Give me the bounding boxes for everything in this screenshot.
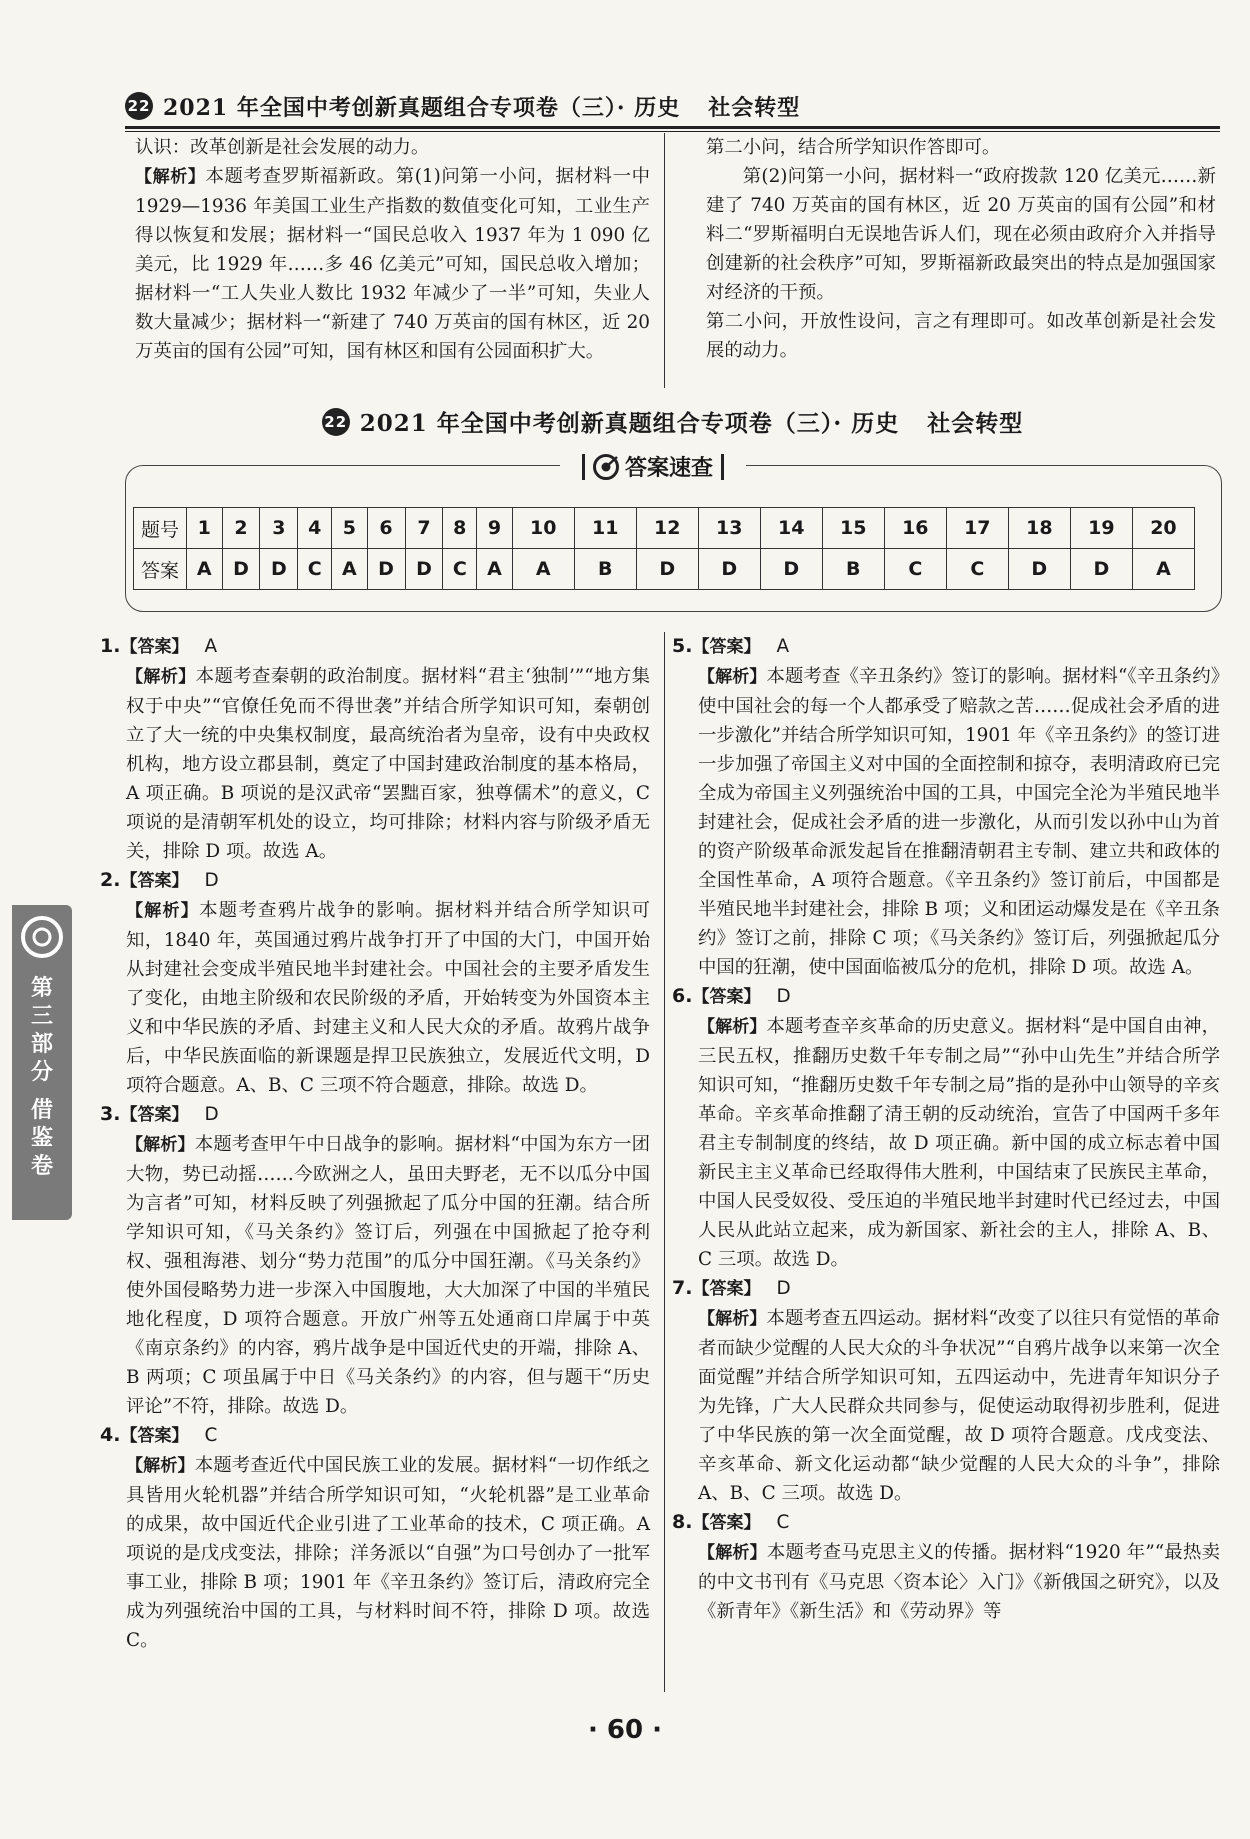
answer-cell: A	[1132, 549, 1194, 590]
question-number: 1.	[100, 635, 121, 657]
section-title-text: 2021 年全国中考创新真题组合专项卷（三）· 历史	[359, 410, 900, 437]
answer-cell: D	[760, 549, 822, 590]
answer-value: A	[204, 636, 218, 657]
paragraph: 第二小问，结合所学知识作答即可。	[706, 137, 1001, 158]
analysis-text: 本题考查辛亥革命的历史意义。据材料“是中国自由神，三民五权，推翻历史数千年专制之局”“孙中山先生”并结合所学知识可知，“推翻历史数千年专制之局”指的是孙中山领导的辛亥革命。辛亥革命推翻了清王朝的反动统治，宣告了中国两千多年君主专制制度的终结，故 D 项正确。新中国的成立标志着中国新民主主义革命已经取得伟大胜利，中国结束了民族民主革命，中国人民受奴役、受压迫的半殖民地半封建时代已经过去，中国人民从此站立起来，成为新国家、新社会的主人，排除 A、B、C 三项。故选 D。	[698, 1016, 1221, 1270]
analysis-text: 本题考查罗斯福新政。第(1)问第一小问，据材料一中 1929—1936 年美国工业生产指数的数值变化可知，工业生产得以恢复和发展；据材料一“国民总收入 1937 年为 1 090 亿美元，比 1929 年……多 46 亿美元”可知，国民总收入增加；据材料一“工人失业人数比 1932 年减少了一半”可知，失业人数大量减少；据材料一“新建了 740 万英亩的国有林区，近 20 万英亩的国有公园”可知，国有林区和国有公园面积扩大。	[135, 166, 650, 362]
question-number-cell: 15	[822, 508, 884, 549]
target-icon	[593, 454, 619, 480]
question-number-cell: 3	[260, 508, 298, 549]
answer-cell: A	[187, 549, 223, 590]
question-block	[672, 982, 1220, 1274]
answer-cell: B	[822, 549, 884, 590]
answer-label: 【答案】	[692, 1513, 761, 1533]
analysis-text: 本题考查五四运动。据材料“改变了以往只有觉悟的革命者而缺少觉醒的人民大众的斗争状况”“自鸦片战争以来第一次全面觉醒”并结合所学知识可知，五四运动中，先进青年知识分子为先锋，广大人民群众共同参与，促使运动取得初步胜利，促进了中华民族的第一次全面觉醒，故 D 项符合题意。戊戌变法、辛亥革命、新文化运动都“缺少觉醒的人民大众的斗争”，排除 A、B、C 三项。故选 D。	[698, 1308, 1221, 1504]
answer-cell: D	[260, 549, 298, 590]
header-topic: 社会转型	[708, 94, 801, 121]
header-rule	[125, 126, 1220, 129]
analysis-label: 【解析】	[135, 167, 206, 187]
analysis-text: 本题考查鸦片战争的影响。据材料并结合所学知识可知，1840 年，英国通过鸦片战争打开了中国的大门，中国开始从封建社会变成半殖民地半封建社会。中国社会的主要矛盾发生了变化，由地主阶级和农民阶级的矛盾，开始转变为外国资本主义和中华民族的矛盾、封建主义和人民大众的矛盾。故鸦片战争后，中华民族面临的新课题是捍卫民族独立，发展近代文明，D 项符合题意。A、B、C 三项不符合题意，排除。故选 D。	[126, 900, 650, 1096]
paper-number-badge: 22	[322, 408, 350, 436]
analysis-label: 【解析】	[126, 667, 196, 687]
question-number-cell: 8	[443, 508, 477, 549]
question-block	[100, 632, 650, 866]
analysis-text: 本题考查近代中国民族工业的发展。据材料“一切作纸之具皆用火轮机器”并结合所学知识可知，“火轮机器”是工业革命的成果，故中国近代企业引进了工业革命的技术，C 项正确。A 项说的是戊戌变法，排除；洋务派以“自强”为口号创办了一批军事工业，排除 B 项；1901 年《辛丑条约》签订后，清政府完全成为列强统治中国的工具，与材料时间不符，排除 D 项。故选 C。	[126, 1455, 651, 1651]
answer-cell: C	[443, 549, 477, 590]
question-number-cell: 19	[1070, 508, 1132, 549]
answer-cell: D	[636, 549, 698, 590]
analysis-text: 本题考查秦朝的政治制度。据材料“君主‘独制’”“地方集权于中央”“官僚任免而不得世袭”并结合所学知识可知，秦朝创立了大一统的中央集权制度，最高统治者为皇帝，设有中央政权机构，地方设立郡县制，奠定了中国封建政治制度的基本格局，A 项正确。B 项说的是汉武帝“罢黜百家，独尊儒术”的意义，C 项说的是清朝军机处的设立，均可排除；材料内容与阶级矛盾无关，排除 D 项。故选 A。	[126, 666, 651, 862]
question-number-row	[134, 508, 1195, 549]
analysis-text: 本题考查《辛丑条约》签订的影响。据材料“《辛丑条约》使中国社会的每一个人都承受了赔款之苦……促成社会矛盾的进一步激化”并结合所学知识可知，1901 年《辛丑条约》的签订进一步加强了帝国主义对中国的全面控制和掠夺，表明清政府已完全成为帝国主义列强统治中国的工具，中国完全沦为半殖民地半封建社会，促成社会矛盾的进一步激化，从而引发以孙中山为首的资产阶级革命派发起旨在推翻清朝君主专制、建立共和政体的全国性革命，A 项符合题意。《辛丑条约》签订前后，中国都是半殖民地半封建社会，排除 B 项；义和团运动爆发是在《辛丑条约》签订之前，排除 C 项；《马关条约》签订后，列强掀起瓜分中国的狂潮，使中国面临被瓜分的危机，排除 D 项。故选 A。	[698, 666, 1220, 978]
question-block	[100, 866, 650, 1100]
left-column	[100, 632, 650, 1655]
header-rule-thin	[125, 131, 1220, 132]
quick-answer-title	[560, 451, 746, 482]
question-number-cell: 9	[477, 508, 513, 549]
answer-cell: A	[512, 549, 574, 590]
answer-label: 【答案】	[692, 987, 761, 1007]
quick-answer-title-text: 答案速查	[625, 456, 714, 481]
main-column-divider	[664, 632, 665, 1692]
answer-cell: D	[367, 549, 405, 590]
answer-cell: D	[222, 549, 260, 590]
answer-label: 【答案】	[120, 871, 189, 891]
question-number-cell: 4	[298, 508, 332, 549]
recognition-text: 认识：改革创新是社会发展的动力。	[135, 137, 430, 158]
analysis-label: 【解析】	[126, 1135, 195, 1155]
answer-label: 【答案】	[692, 1279, 761, 1299]
answer-label: 【答案】	[120, 637, 189, 657]
question-number-cell: 10	[512, 508, 574, 549]
question-block	[100, 1100, 650, 1421]
answer-cell: D	[698, 549, 760, 590]
section-topic: 社会转型	[927, 410, 1024, 437]
answer-row	[134, 549, 1195, 590]
answer-cell: D	[1008, 549, 1070, 590]
analysis-label: 【解析】	[698, 1017, 767, 1037]
analysis-label: 【解析】	[698, 667, 767, 687]
answer-cell: A	[332, 549, 368, 590]
paragraph: 第二小问，开放性设问，言之有理即可。如改革创新是社会发展的动力。	[706, 311, 1216, 361]
question-block	[672, 1274, 1220, 1508]
question-number-cell: 18	[1008, 508, 1070, 549]
answer-cell: C	[298, 549, 332, 590]
sidebar-label: 第 三 部 分 借 鉴 卷	[30, 976, 53, 1179]
answer-label: 【答案】	[692, 637, 761, 657]
answer-label: 【答案】	[120, 1426, 189, 1446]
answer-value: A	[776, 636, 790, 657]
question-number-cell: 17	[946, 508, 1008, 549]
question-number-cell: 12	[636, 508, 698, 549]
question-number-cell: 5	[332, 508, 368, 549]
analysis-text: 本题考查甲午中日战争的影响。据材料“中国为东方一团大物，势已动摇……今欧洲之人，虽田夫野老，无不以瓜分中国为言者”可知，材料反映了列强掀起了瓜分中国的狂潮。结合所学知识可知，《马关条约》签订后，列强在中国掀起了抢夺利权、强租海港、划分“势力范围”的瓜分中国狂潮。《马关条约》使外国侵略势力进一步深入中国腹地，大大加深了中国的半殖民地化程度，D 项符合题意。开放广州等五处通商口岸属于中英《南京条约》的内容，鸦片战争是中国近代史的开端，排除 A、B 两项；C 项虽属于中日《马关条约》的内容，但与题干“历史评论”不符，排除。故选 D。	[126, 1134, 651, 1417]
right-column	[672, 632, 1220, 1626]
analysis-label: 【解析】	[698, 1309, 767, 1329]
top-column-divider	[664, 133, 665, 388]
question-number-cell: 11	[574, 508, 636, 549]
answer-cell: D	[405, 549, 443, 590]
answer-value: D	[204, 1104, 219, 1125]
answer-value: C	[776, 1512, 790, 1533]
question-number-cell: 1	[187, 508, 223, 549]
target-icon	[20, 915, 64, 959]
question-number: 4.	[100, 1424, 121, 1446]
question-number-cell: 16	[884, 508, 946, 549]
question-number-cell: 14	[760, 508, 822, 549]
question-number-cell: 2	[222, 508, 260, 549]
page-number: · 60 ·	[587, 1715, 663, 1745]
paragraph: 第(2)问第一小问，据材料一“政府拨款 120 亿美元……新建了 740 万英亩的国有林区，近 20 万英亩的国有公园”和材料二“罗斯福明白无误地告诉人们，现在必须由政府介入并指导创建新的社会秩序”可知，罗斯福新政最突出的特点是加强国家对经济的干预。	[706, 166, 1216, 303]
question-number-cell: 20	[1132, 508, 1194, 549]
question-block	[100, 1421, 650, 1655]
question-block	[672, 1508, 1220, 1626]
question-number: 5.	[672, 635, 693, 657]
question-block	[672, 632, 1220, 982]
question-number: 7.	[672, 1277, 693, 1299]
answer-value: D	[776, 1278, 791, 1299]
analysis-label: 【解析】	[126, 1456, 195, 1476]
row-header: 答案	[134, 549, 187, 590]
analysis-label: 【解析】	[698, 1543, 767, 1563]
answer-value: D	[776, 986, 791, 1007]
answer-label: 【答案】	[120, 1105, 189, 1125]
header-title: 2021 年全国中考创新真题组合专项卷（三）· 历史	[163, 94, 681, 121]
paper-number-badge: 22	[125, 92, 153, 120]
answer-cell: A	[477, 549, 513, 590]
answer-table	[133, 507, 1195, 590]
top-right-column	[706, 133, 1216, 365]
question-number: 8.	[672, 1511, 693, 1533]
top-left-column	[135, 133, 650, 366]
question-number: 2.	[100, 869, 121, 891]
question-number-cell: 7	[405, 508, 443, 549]
answer-cell: D	[1070, 549, 1132, 590]
running-header	[125, 86, 1220, 126]
section-title	[125, 405, 1220, 438]
analysis-text: 本题考查马克思主义的传播。据材料“1920 年”“最热卖的中文书刊有《马克思〈资本论〉入门》《新俄国之研究》，以及《新青年》《新生活》和《劳动界》等	[698, 1542, 1221, 1622]
answer-cell: B	[574, 549, 636, 590]
question-number-cell: 13	[698, 508, 760, 549]
question-number: 3.	[100, 1103, 121, 1125]
answer-cell: C	[946, 549, 1008, 590]
row-header: 题号	[134, 508, 187, 549]
analysis-label: 【解析】	[126, 901, 200, 921]
section-sidebar-tab	[12, 905, 72, 1220]
answer-value: D	[204, 870, 219, 891]
answer-value: C	[204, 1425, 218, 1446]
question-number-cell: 6	[367, 508, 405, 549]
question-number: 6.	[672, 985, 693, 1007]
answer-cell: C	[884, 549, 946, 590]
